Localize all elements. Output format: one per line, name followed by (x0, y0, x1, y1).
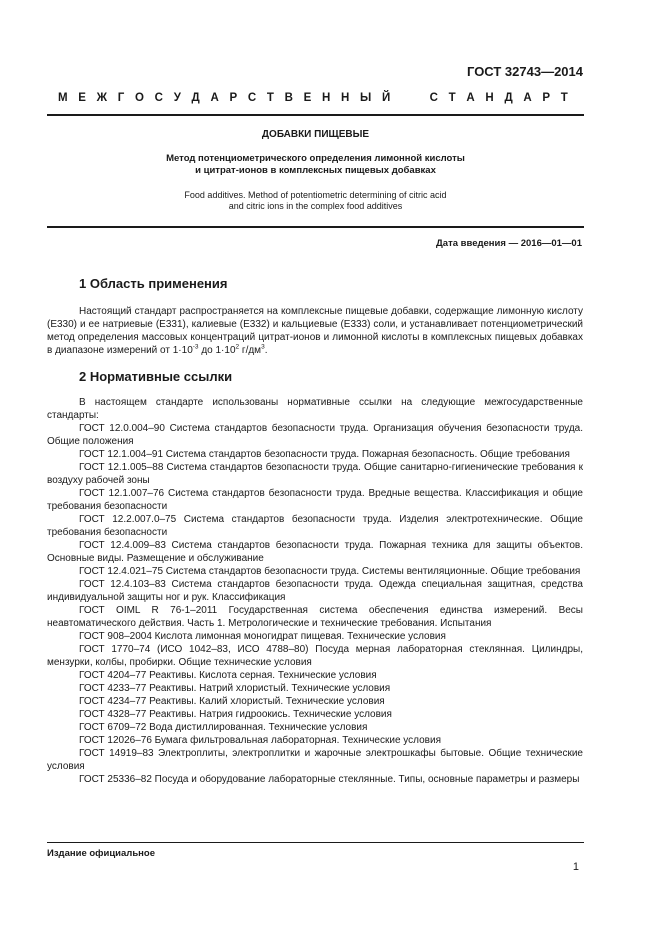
interstate-letter: Г (117, 92, 125, 104)
scope-text: . (264, 345, 268, 356)
reference-item: ГОСТ 12.1.007–76 Система стандартов безопасности труда. Вредные вещества. Классификация и общие требования безопасности (47, 488, 583, 512)
header-rule-top (47, 114, 584, 116)
exponent: 2 (235, 343, 240, 351)
interstate-letter: Й (381, 92, 391, 104)
reference-item: ГОСТ 25336–82 Посуда и оборудование лабораторные стеклянные. Типы, основные параметры и размеры (79, 774, 580, 785)
introduction-date-label: Дата введения (436, 238, 506, 249)
reference-item: ГОСТ 12.2.007.0–75 Система стандартов безопасности труда. Изделия электротехнические. Общие требования безопасности (47, 514, 583, 538)
interstate-standard-label (58, 92, 568, 104)
interstate-letter: М (58, 92, 68, 104)
reference-item: ГОСТ 12.4.103–83 Система стандартов безопасности труда. Одежда специальная защитная, средства индивидуальной защиты ног и рук. Классификация (47, 579, 583, 603)
reference-item: ГОСТ 6709–72 Вода дистиллированная. Технические условия (79, 722, 368, 733)
interstate-letter: Ж (96, 92, 108, 104)
reference-item: ГОСТ 12.4.021–75 Система стандартов безопасности труда. Системы вентиляционные. Общие требования (79, 566, 581, 577)
interstate-letter: Ы (360, 92, 372, 104)
official-edition-label: Издание официальное (47, 848, 155, 859)
reference-item: ГОСТ 12.1.004–91 Система стандартов безопасности труда. Пожарная безопасность. Общие требования (79, 449, 570, 460)
document-subtitle (47, 153, 584, 177)
reference-item: ГОСТ 1770–74 (ИСО 1042–83, ИСО 4788–80) Посуда мерная лабораторная стеклянная. Цилиндры, мензурки, колбы, пробирки. Общие технические условия (47, 644, 583, 668)
reference-item: ГОСТ 12.0.004–90 Система стандартов безопасности труда. Организация обучения безопасности труда. Общие положения (47, 423, 583, 447)
exponent: -3 (192, 343, 199, 351)
reference-item: ГОСТ 14919–83 Электроплиты, электроплитки и жарочные электрошкафы бытовые. Общие технические условия (47, 748, 583, 772)
subtitle-line: и цитрат-ионов в комплексных пищевых добавках (195, 165, 436, 176)
interstate-letter: Т (560, 92, 568, 104)
reference-item: ГОСТ 12.4.009–83 Система стандартов безопасности труда. Пожарная техника для защиты объектов. Основные виды. Размещение и обслуживание (47, 540, 583, 564)
header-rule-bottom (47, 226, 584, 228)
interstate-letter: Д (191, 92, 200, 104)
exponent: 3 (261, 343, 265, 351)
scope-text: Настоящий стандарт распространяется на комплексные пищевые добавки, содержащие лимонную кислоту (Е330) и ее натриевые (Е331), калиевые (Е332) и кальциевые (Е333) соли, и устанавливает потенциометрический метод определения массовых концентраций цитрат-ионов и лимонной кислоты в комплексных пищевых добавках в диапазоне измерений от 1·10 (47, 306, 583, 356)
english-title-line: Food additives. Method of potentiometric determining of citric acid (184, 190, 447, 200)
gost-number: ГОСТ 32743—2014 (467, 64, 583, 79)
interstate-letter: Д (504, 92, 513, 104)
reference-item: ГОСТ 4328–77 Реактивы. Натрия гидроокись. Технические условия (79, 709, 392, 720)
reference-item: ГОСТ 12026–76 Бумага фильтровальная лабораторная. Технические условия (79, 735, 441, 746)
references-intro-text: В настоящем стандарте использованы нормативные ссылки на следующие межгосударственные стандарты: (47, 397, 583, 421)
english-title (47, 190, 584, 212)
references-intro (47, 396, 583, 422)
references-list (47, 422, 583, 786)
interstate-letter: С (429, 92, 438, 104)
document-title: ДОБАВКИ ПИЩЕВЫЕ (261, 129, 370, 140)
interstate-letter: Н (341, 92, 350, 104)
interstate-letter: У (173, 92, 181, 104)
interstate-letter: Е (78, 92, 86, 104)
interstate-letter: Н (485, 92, 494, 104)
scope-text: до 1·10 (198, 345, 236, 356)
interstate-letter: Н (321, 92, 331, 104)
interstate-letter: С (247, 92, 257, 104)
reference-item: ГОСТ 4233–77 Реактивы. Натрий хлористый. Технические условия (79, 683, 391, 694)
scope-text: г/дм (239, 345, 262, 356)
interstate-letter: А (466, 92, 475, 104)
interstate-letter: С (154, 92, 163, 104)
interstate-letter: Т (448, 92, 456, 104)
interstate-letter: А (210, 92, 219, 104)
reference-item: ГОСТ 4234–77 Реактивы. Калий хлористый. Технические условия (79, 696, 385, 707)
reference-item: ГОСТ 4204–77 Реактивы. Кислота серная. Технические условия (79, 670, 377, 681)
interstate-letter: Е (303, 92, 312, 104)
subtitle-line: Метод потенциометрического определения лимонной кислоты (166, 153, 465, 164)
section-heading-normative-references: 2 Нормативные ссылки (79, 369, 233, 384)
interstate-letter: Т (266, 92, 274, 104)
interstate-letter: А (523, 92, 532, 104)
english-title-line: and citric ions in the complex food additives (228, 201, 403, 211)
interstate-letter: О (135, 92, 144, 104)
introduction-date-value: — 2016—01—01 (508, 238, 582, 249)
reference-item: ГОСТ 908–2004 Кислота лимонная моногидрат пищевая. Технические условия (79, 631, 446, 642)
reference-item: ГОСТ OIML R 76-1–2011 Государственная система обеспечения единства измерений. Весы неавтоматического действия. Часть 1. Метрологические и технические требования. Испытания (47, 605, 583, 629)
interstate-letter: Р (229, 92, 238, 104)
scope-paragraph (47, 305, 583, 357)
page-number: 1 (572, 861, 579, 873)
introduction-date (436, 238, 582, 249)
reference-item: ГОСТ 12.1.005–88 Система стандартов безопасности труда. Общие санитарно-гигиенические требования к воздуху рабочей зоны (47, 462, 583, 486)
footer-rule (47, 842, 584, 843)
interstate-letter: Р (542, 92, 551, 104)
interstate-letter: В (284, 92, 293, 104)
section-heading-scope: 1 Область применения (79, 276, 228, 291)
word-gap (401, 92, 419, 104)
